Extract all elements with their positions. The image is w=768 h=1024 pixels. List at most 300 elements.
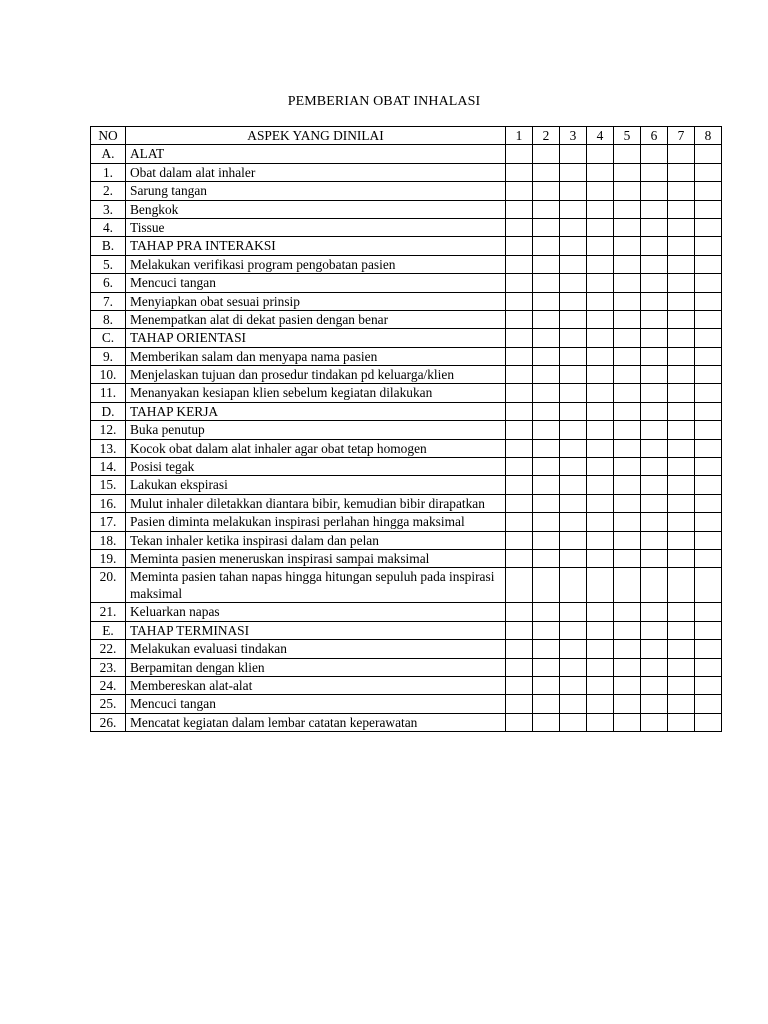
score-cell[interactable] — [560, 163, 587, 181]
table-row — [91, 200, 722, 218]
score-cell[interactable] — [695, 384, 722, 402]
score-cell[interactable] — [641, 658, 668, 676]
score-cell[interactable] — [560, 439, 587, 457]
score-cell[interactable] — [533, 145, 560, 163]
score-cell[interactable] — [641, 366, 668, 384]
score-cell[interactable] — [560, 494, 587, 512]
score-cell[interactable] — [614, 310, 641, 328]
score-cell[interactable] — [560, 366, 587, 384]
score-cell[interactable] — [641, 621, 668, 639]
score-cell[interactable] — [587, 237, 614, 255]
score-cell[interactable] — [560, 274, 587, 292]
score-cell[interactable] — [506, 274, 533, 292]
score-cell[interactable] — [641, 255, 668, 273]
score-cell[interactable] — [506, 621, 533, 639]
row-number: 22. — [91, 640, 126, 658]
table-row — [91, 421, 722, 439]
score-cell[interactable] — [668, 513, 695, 531]
score-cell[interactable] — [668, 621, 695, 639]
score-cell[interactable] — [695, 274, 722, 292]
score-cell[interactable] — [668, 182, 695, 200]
score-cell[interactable] — [587, 603, 614, 621]
score-cell[interactable] — [614, 366, 641, 384]
score-cell[interactable] — [506, 421, 533, 439]
score-cell[interactable] — [560, 458, 587, 476]
score-cell[interactable] — [614, 347, 641, 365]
score-cell[interactable] — [560, 568, 587, 603]
score-cell[interactable] — [641, 421, 668, 439]
score-cell[interactable] — [668, 658, 695, 676]
score-cell[interactable] — [506, 218, 533, 236]
score-cell[interactable] — [506, 182, 533, 200]
score-cell[interactable] — [641, 476, 668, 494]
score-cell[interactable] — [533, 218, 560, 236]
score-cell[interactable] — [668, 713, 695, 731]
score-cell[interactable] — [533, 421, 560, 439]
score-cell[interactable] — [641, 292, 668, 310]
score-cell[interactable] — [533, 310, 560, 328]
score-cell[interactable] — [587, 421, 614, 439]
table-row — [91, 658, 722, 676]
score-cell[interactable] — [533, 458, 560, 476]
score-cell[interactable] — [506, 658, 533, 676]
score-cell[interactable] — [641, 384, 668, 402]
score-cell[interactable] — [668, 603, 695, 621]
score-cell[interactable] — [560, 603, 587, 621]
score-cell[interactable] — [641, 549, 668, 567]
score-cell[interactable] — [506, 476, 533, 494]
score-cell[interactable] — [641, 402, 668, 420]
score-cell[interactable] — [641, 603, 668, 621]
score-cell[interactable] — [533, 255, 560, 273]
score-cell[interactable] — [614, 145, 641, 163]
score-cell[interactable] — [587, 513, 614, 531]
score-cell[interactable] — [533, 713, 560, 731]
score-cell[interactable] — [560, 292, 587, 310]
score-cell[interactable] — [641, 695, 668, 713]
score-cell[interactable] — [560, 347, 587, 365]
score-cell[interactable] — [695, 549, 722, 567]
score-cell[interactable] — [641, 182, 668, 200]
row-number: 7. — [91, 292, 126, 310]
score-cell[interactable] — [668, 384, 695, 402]
score-cell[interactable] — [614, 163, 641, 181]
score-cell[interactable] — [614, 237, 641, 255]
score-cell[interactable] — [533, 621, 560, 639]
table-row — [91, 549, 722, 567]
score-cell[interactable] — [668, 568, 695, 603]
score-cell[interactable] — [668, 292, 695, 310]
score-cell[interactable] — [641, 200, 668, 218]
aspect-text: Kocok obat dalam alat inhaler agar obat tetap homogen — [126, 439, 506, 457]
aspect-text: Melakukan verifikasi program pengobatan pasien — [126, 255, 506, 273]
score-cell[interactable] — [668, 494, 695, 512]
score-cell[interactable] — [560, 237, 587, 255]
score-cell[interactable] — [668, 200, 695, 218]
aspect-text: Melakukan evaluasi tindakan — [126, 640, 506, 658]
header-aspect: ASPEK YANG DINILAI — [126, 127, 506, 145]
score-cell[interactable] — [695, 603, 722, 621]
score-cell[interactable] — [560, 621, 587, 639]
score-cell[interactable] — [506, 439, 533, 457]
table-row — [91, 531, 722, 549]
score-cell[interactable] — [695, 402, 722, 420]
score-cell[interactable] — [506, 640, 533, 658]
score-cell[interactable] — [533, 200, 560, 218]
score-cell[interactable] — [695, 658, 722, 676]
score-cell[interactable] — [533, 476, 560, 494]
score-cell[interactable] — [587, 384, 614, 402]
score-cell[interactable] — [614, 676, 641, 694]
table-row — [91, 676, 722, 694]
score-cell[interactable] — [614, 513, 641, 531]
score-cell[interactable] — [533, 513, 560, 531]
score-cell[interactable] — [695, 310, 722, 328]
score-cell[interactable] — [695, 439, 722, 457]
score-cell[interactable] — [560, 640, 587, 658]
score-cell[interactable] — [668, 695, 695, 713]
score-cell[interactable] — [668, 366, 695, 384]
score-cell[interactable] — [587, 347, 614, 365]
score-cell[interactable] — [614, 439, 641, 457]
section-row — [91, 329, 722, 347]
score-cell[interactable] — [614, 329, 641, 347]
score-cell[interactable] — [587, 292, 614, 310]
score-cell[interactable] — [587, 476, 614, 494]
score-cell[interactable] — [506, 163, 533, 181]
section-label: TAHAP KERJA — [126, 402, 506, 420]
score-cell[interactable] — [614, 292, 641, 310]
row-number: 5. — [91, 255, 126, 273]
score-cell[interactable] — [668, 531, 695, 549]
checklist-body — [91, 145, 722, 732]
score-cell[interactable] — [506, 603, 533, 621]
score-cell[interactable] — [641, 676, 668, 694]
score-cell[interactable] — [695, 347, 722, 365]
score-cell[interactable] — [641, 713, 668, 731]
score-cell[interactable] — [668, 274, 695, 292]
score-cell[interactable] — [641, 568, 668, 603]
score-cell[interactable] — [560, 200, 587, 218]
score-cell[interactable] — [668, 458, 695, 476]
score-cell[interactable] — [506, 549, 533, 567]
score-cell[interactable] — [587, 366, 614, 384]
score-cell[interactable] — [614, 568, 641, 603]
score-cell[interactable] — [614, 695, 641, 713]
score-cell[interactable] — [695, 145, 722, 163]
score-cell[interactable] — [668, 476, 695, 494]
score-cell[interactable] — [614, 274, 641, 292]
aspect-text: Menyiapkan obat sesuai prinsip — [126, 292, 506, 310]
score-cell[interactable] — [587, 439, 614, 457]
score-cell[interactable] — [533, 182, 560, 200]
aspect-text: Tekan inhaler ketika inspirasi dalam dan pelan — [126, 531, 506, 549]
score-cell[interactable] — [668, 402, 695, 420]
score-cell[interactable] — [587, 494, 614, 512]
row-number: D. — [91, 402, 126, 420]
score-cell[interactable] — [695, 182, 722, 200]
score-cell[interactable] — [614, 476, 641, 494]
score-cell[interactable] — [533, 237, 560, 255]
score-cell[interactable] — [695, 568, 722, 603]
score-cell[interactable] — [695, 676, 722, 694]
score-cell[interactable] — [560, 421, 587, 439]
score-cell[interactable] — [506, 568, 533, 603]
score-cell[interactable] — [587, 163, 614, 181]
score-cell[interactable] — [614, 640, 641, 658]
score-cell[interactable] — [695, 366, 722, 384]
row-number: B. — [91, 237, 126, 255]
score-cell[interactable] — [587, 274, 614, 292]
table-row — [91, 568, 722, 603]
score-cell[interactable] — [668, 439, 695, 457]
score-cell[interactable] — [641, 513, 668, 531]
score-cell[interactable] — [587, 549, 614, 567]
table-row — [91, 347, 722, 365]
score-cell[interactable] — [614, 549, 641, 567]
header-score-7: 7 — [668, 127, 695, 145]
score-cell[interactable] — [560, 310, 587, 328]
table-header-row — [91, 127, 722, 145]
score-cell[interactable] — [506, 310, 533, 328]
score-cell[interactable] — [695, 713, 722, 731]
score-cell[interactable] — [506, 145, 533, 163]
score-cell[interactable] — [560, 476, 587, 494]
score-cell[interactable] — [641, 640, 668, 658]
score-cell[interactable] — [695, 292, 722, 310]
row-number: 23. — [91, 658, 126, 676]
score-cell[interactable] — [695, 329, 722, 347]
score-cell[interactable] — [533, 658, 560, 676]
row-number: 6. — [91, 274, 126, 292]
section-label: TAHAP PRA INTERAKSI — [126, 237, 506, 255]
score-cell[interactable] — [668, 421, 695, 439]
score-cell[interactable] — [695, 237, 722, 255]
score-cell[interactable] — [587, 402, 614, 420]
aspect-text: Mencuci tangan — [126, 695, 506, 713]
score-cell[interactable] — [695, 476, 722, 494]
score-cell[interactable] — [560, 329, 587, 347]
score-cell[interactable] — [695, 494, 722, 512]
score-cell[interactable] — [614, 531, 641, 549]
table-row — [91, 603, 722, 621]
row-number: 4. — [91, 218, 126, 236]
score-cell[interactable] — [668, 255, 695, 273]
score-cell[interactable] — [560, 676, 587, 694]
score-cell[interactable] — [695, 421, 722, 439]
score-cell[interactable] — [533, 695, 560, 713]
aspect-text: Memberikan salam dan menyapa nama pasien — [126, 347, 506, 365]
score-cell[interactable] — [506, 494, 533, 512]
table-row — [91, 310, 722, 328]
score-cell[interactable] — [560, 549, 587, 567]
score-cell[interactable] — [587, 145, 614, 163]
score-cell[interactable] — [695, 621, 722, 639]
score-cell[interactable] — [506, 255, 533, 273]
score-cell[interactable] — [614, 458, 641, 476]
score-cell[interactable] — [614, 182, 641, 200]
score-cell[interactable] — [587, 200, 614, 218]
section-label: ALAT — [126, 145, 506, 163]
score-cell[interactable] — [668, 237, 695, 255]
score-cell[interactable] — [506, 200, 533, 218]
table-row — [91, 384, 722, 402]
score-cell[interactable] — [587, 458, 614, 476]
score-cell[interactable] — [641, 458, 668, 476]
score-cell[interactable] — [641, 218, 668, 236]
score-cell[interactable] — [587, 531, 614, 549]
table-row — [91, 476, 722, 494]
score-cell[interactable] — [560, 218, 587, 236]
row-number: 25. — [91, 695, 126, 713]
score-cell[interactable] — [587, 640, 614, 658]
score-cell[interactable] — [587, 695, 614, 713]
score-cell[interactable] — [587, 658, 614, 676]
score-cell[interactable] — [587, 182, 614, 200]
section-row — [91, 237, 722, 255]
score-cell[interactable] — [587, 329, 614, 347]
score-cell[interactable] — [560, 402, 587, 420]
score-cell[interactable] — [506, 513, 533, 531]
score-cell[interactable] — [506, 531, 533, 549]
score-cell[interactable] — [506, 347, 533, 365]
score-cell[interactable] — [533, 163, 560, 181]
score-cell[interactable] — [506, 458, 533, 476]
row-number: 3. — [91, 200, 126, 218]
score-cell[interactable] — [506, 695, 533, 713]
score-cell[interactable] — [533, 329, 560, 347]
score-cell[interactable] — [695, 218, 722, 236]
row-number: 21. — [91, 603, 126, 621]
score-cell[interactable] — [533, 568, 560, 603]
aspect-text: Buka penutup — [126, 421, 506, 439]
aspect-text: Menjelaskan tujuan dan prosedur tindakan pd keluarga/klien — [126, 366, 506, 384]
row-number: 2. — [91, 182, 126, 200]
score-cell[interactable] — [587, 218, 614, 236]
score-cell[interactable] — [533, 494, 560, 512]
table-row — [91, 513, 722, 531]
score-cell[interactable] — [533, 531, 560, 549]
score-cell[interactable] — [668, 218, 695, 236]
table-row — [91, 182, 722, 200]
score-cell[interactable] — [587, 621, 614, 639]
score-cell[interactable] — [641, 494, 668, 512]
score-cell[interactable] — [587, 676, 614, 694]
score-cell[interactable] — [695, 513, 722, 531]
score-cell[interactable] — [641, 310, 668, 328]
row-number: A. — [91, 145, 126, 163]
score-cell[interactable] — [506, 237, 533, 255]
score-cell[interactable] — [614, 621, 641, 639]
score-cell[interactable] — [533, 384, 560, 402]
score-cell[interactable] — [641, 145, 668, 163]
score-cell[interactable] — [560, 513, 587, 531]
score-cell[interactable] — [506, 402, 533, 420]
row-number: 18. — [91, 531, 126, 549]
score-cell[interactable] — [506, 713, 533, 731]
score-cell[interactable] — [695, 531, 722, 549]
header-score-1: 1 — [506, 127, 533, 145]
score-cell[interactable] — [668, 640, 695, 658]
score-cell[interactable] — [614, 603, 641, 621]
score-cell[interactable] — [641, 531, 668, 549]
score-cell[interactable] — [614, 384, 641, 402]
score-cell[interactable] — [668, 549, 695, 567]
score-cell[interactable] — [533, 292, 560, 310]
score-cell[interactable] — [587, 255, 614, 273]
score-cell[interactable] — [560, 658, 587, 676]
score-cell[interactable] — [506, 292, 533, 310]
score-cell[interactable] — [614, 255, 641, 273]
score-cell[interactable] — [533, 402, 560, 420]
score-cell[interactable] — [506, 329, 533, 347]
score-cell[interactable] — [641, 347, 668, 365]
score-cell[interactable] — [560, 384, 587, 402]
score-cell[interactable] — [614, 421, 641, 439]
score-cell[interactable] — [533, 366, 560, 384]
score-cell[interactable] — [641, 163, 668, 181]
score-cell[interactable] — [695, 163, 722, 181]
score-cell[interactable] — [533, 676, 560, 694]
score-cell[interactable] — [641, 439, 668, 457]
score-cell[interactable] — [641, 237, 668, 255]
aspect-text: Sarung tangan — [126, 182, 506, 200]
row-number: 16. — [91, 494, 126, 512]
score-cell[interactable] — [695, 255, 722, 273]
score-cell[interactable] — [614, 200, 641, 218]
score-cell[interactable] — [641, 329, 668, 347]
score-cell[interactable] — [668, 163, 695, 181]
score-cell[interactable] — [533, 274, 560, 292]
score-cell[interactable] — [560, 182, 587, 200]
score-cell[interactable] — [695, 200, 722, 218]
score-cell[interactable] — [695, 695, 722, 713]
score-cell[interactable] — [614, 402, 641, 420]
score-cell[interactable] — [668, 676, 695, 694]
score-cell[interactable] — [668, 347, 695, 365]
score-cell[interactable] — [668, 145, 695, 163]
score-cell[interactable] — [614, 494, 641, 512]
score-cell[interactable] — [533, 549, 560, 567]
score-cell[interactable] — [506, 384, 533, 402]
score-cell[interactable] — [587, 713, 614, 731]
score-cell[interactable] — [560, 145, 587, 163]
score-cell[interactable] — [587, 310, 614, 328]
score-cell[interactable] — [695, 458, 722, 476]
score-cell[interactable] — [560, 695, 587, 713]
score-cell[interactable] — [560, 531, 587, 549]
score-cell[interactable] — [587, 568, 614, 603]
score-cell[interactable] — [560, 713, 587, 731]
score-cell[interactable] — [614, 218, 641, 236]
score-cell[interactable] — [533, 640, 560, 658]
score-cell[interactable] — [533, 439, 560, 457]
score-cell[interactable] — [641, 274, 668, 292]
row-number: C. — [91, 329, 126, 347]
score-cell[interactable] — [506, 366, 533, 384]
score-cell[interactable] — [533, 603, 560, 621]
score-cell[interactable] — [614, 658, 641, 676]
score-cell[interactable] — [614, 713, 641, 731]
score-cell[interactable] — [533, 347, 560, 365]
score-cell[interactable] — [668, 329, 695, 347]
score-cell[interactable] — [695, 640, 722, 658]
score-cell[interactable] — [506, 676, 533, 694]
aspect-text: Bengkok — [126, 200, 506, 218]
score-cell[interactable] — [560, 255, 587, 273]
score-cell[interactable] — [668, 310, 695, 328]
row-number: 26. — [91, 713, 126, 731]
